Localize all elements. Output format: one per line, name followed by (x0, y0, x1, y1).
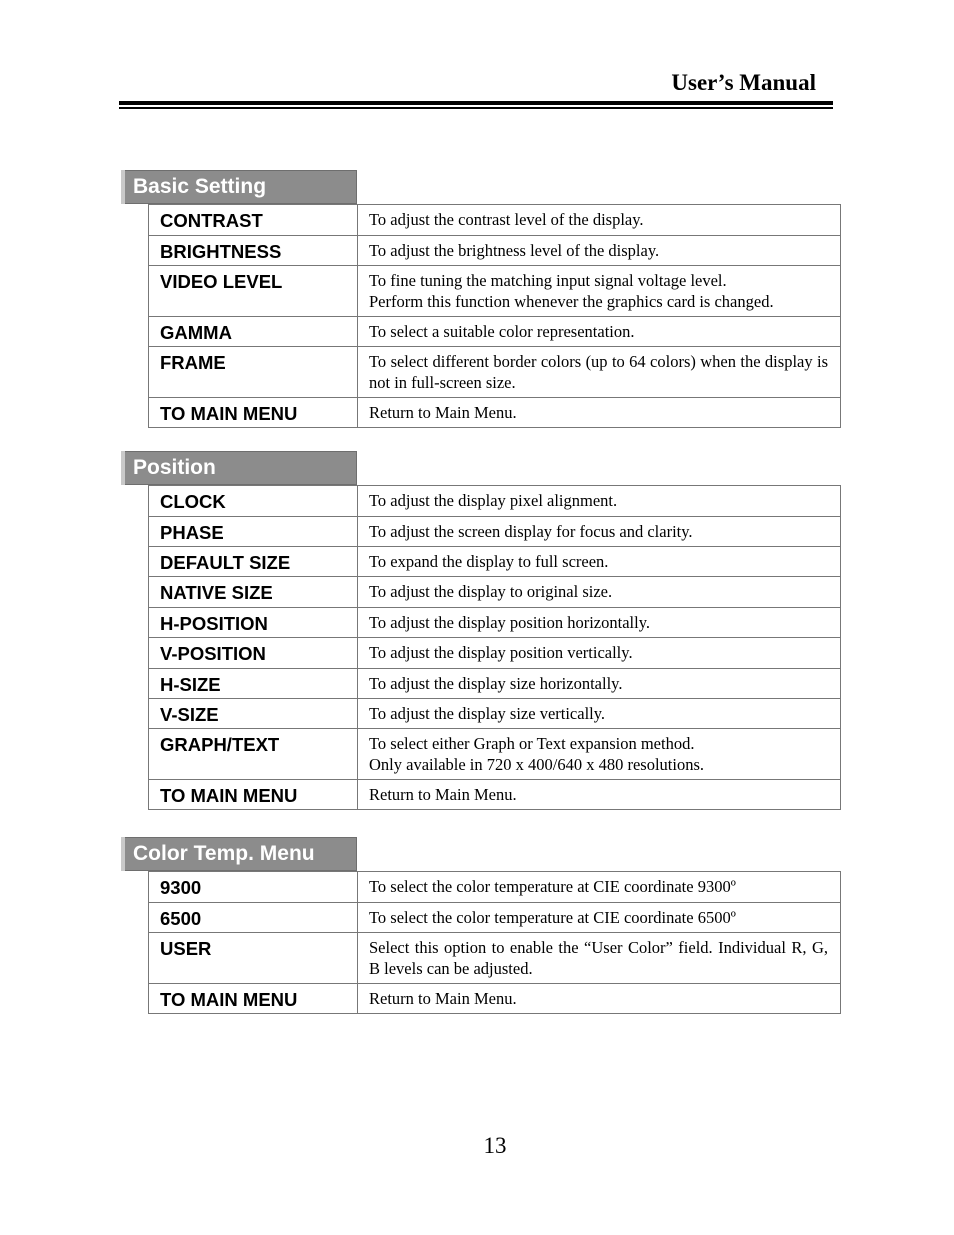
setting-description (358, 547, 841, 577)
setting-description (358, 729, 841, 780)
setting-name: USER (149, 933, 358, 984)
description-line: Return to Main Menu. (369, 989, 517, 1008)
setting-description (358, 236, 841, 266)
section-0 (121, 170, 841, 428)
section-header (121, 451, 841, 485)
table-row (149, 669, 841, 699)
section-title-tab (121, 451, 357, 485)
section-1 (121, 451, 841, 810)
table-row (149, 398, 841, 428)
description-line: To adjust the display position vertically. (369, 643, 633, 662)
setting-name: BRIGHTNESS (149, 236, 358, 266)
setting-name: GRAPH/TEXT (149, 729, 358, 780)
section-title: Basic Setting (133, 175, 267, 198)
description-line: To adjust the display position horizontally. (369, 613, 650, 632)
setting-description (358, 486, 841, 517)
description-line: To adjust the display pixel alignment. (369, 491, 618, 510)
setting-description (358, 669, 841, 699)
description-line: To adjust the contrast level of the display. (369, 210, 644, 229)
section-title-tab (121, 837, 357, 871)
header-rule-thick (119, 101, 833, 105)
description-line: To adjust the screen display for focus and clarity. (369, 522, 693, 541)
table-row (149, 933, 841, 984)
table-row (149, 347, 841, 398)
table-row (149, 872, 841, 903)
setting-description (358, 872, 841, 903)
table-row (149, 486, 841, 517)
description-line: Select this option to enable the “User Color” field. Individual R, G, B levels can be adjusted. (369, 938, 828, 978)
description-line: To adjust the display size vertically. (369, 704, 606, 723)
table-row (149, 577, 841, 608)
setting-name: H-POSITION (149, 608, 358, 638)
settings-table (148, 204, 841, 428)
setting-name: TO MAIN MENU (149, 398, 358, 428)
setting-description (358, 205, 841, 236)
settings-table (148, 871, 841, 1014)
setting-name: VIDEO LEVEL (149, 266, 358, 317)
setting-name: V-POSITION (149, 638, 358, 669)
table-row (149, 266, 841, 317)
table-row (149, 236, 841, 266)
description-line: To select the color temperature at CIE coordinate 9300º (369, 877, 736, 896)
description-line: To expand the display to full screen. (369, 552, 609, 571)
section-2 (121, 837, 841, 1014)
setting-name: 9300 (149, 872, 358, 903)
setting-name: FRAME (149, 347, 358, 398)
setting-name: CLOCK (149, 486, 358, 517)
setting-description (358, 780, 841, 810)
table-row (149, 984, 841, 1014)
setting-description (358, 266, 841, 317)
table-row (149, 517, 841, 547)
setting-name: TO MAIN MENU (149, 984, 358, 1014)
table-row (149, 608, 841, 638)
table-row (149, 729, 841, 780)
section-title-tab (121, 170, 357, 204)
table-row (149, 903, 841, 933)
setting-name: H-SIZE (149, 669, 358, 699)
description-line: To select a suitable color representation. (369, 322, 635, 341)
description-line: To select different border colors (up to 64 colors) when the display is not in full-screen size. (369, 352, 828, 392)
page-header-title: User’s Manual (671, 70, 816, 95)
setting-description (358, 517, 841, 547)
table-row (149, 205, 841, 236)
table-row (149, 317, 841, 347)
header-rule-thin (119, 107, 833, 109)
setting-name: 6500 (149, 903, 358, 933)
description-line: Return to Main Menu. (369, 785, 517, 804)
page-number: 13 (483, 1133, 507, 1158)
section-title: Position (133, 456, 216, 479)
table-row (149, 638, 841, 669)
setting-description (358, 347, 841, 398)
section-header (121, 170, 841, 204)
setting-description (358, 933, 841, 984)
setting-description (358, 608, 841, 638)
section-title: Color Temp. Menu (133, 842, 315, 865)
setting-name: V-SIZE (149, 699, 358, 729)
setting-description (358, 577, 841, 608)
setting-description (358, 317, 841, 347)
description-line: To select either Graph or Text expansion method. (369, 734, 695, 753)
table-row (149, 699, 841, 729)
description-line: To adjust the brightness level of the display. (369, 241, 660, 260)
description-line: Only available in 720 x 400/640 x 480 resolutions. (369, 755, 705, 774)
setting-name: NATIVE SIZE (149, 577, 358, 608)
setting-name: CONTRAST (149, 205, 358, 236)
description-line: Perform this function whenever the graphics card is changed. (369, 292, 774, 311)
setting-name: DEFAULT SIZE (149, 547, 358, 577)
setting-description (358, 903, 841, 933)
settings-table (148, 485, 841, 810)
description-line: To adjust the display to original size. (369, 582, 613, 601)
description-line: Return to Main Menu. (369, 403, 517, 422)
setting-description (358, 699, 841, 729)
table-row (149, 547, 841, 577)
description-line: To fine tuning the matching input signal voltage level. (369, 271, 727, 290)
section-header (121, 837, 841, 871)
setting-description (358, 984, 841, 1014)
table-row (149, 780, 841, 810)
description-line: To select the color temperature at CIE coordinate 6500º (369, 908, 736, 927)
setting-description (358, 398, 841, 428)
setting-description (358, 638, 841, 669)
description-line: To adjust the display size horizontally. (369, 674, 623, 693)
setting-name: TO MAIN MENU (149, 780, 358, 810)
setting-name: PHASE (149, 517, 358, 547)
setting-name: GAMMA (149, 317, 358, 347)
